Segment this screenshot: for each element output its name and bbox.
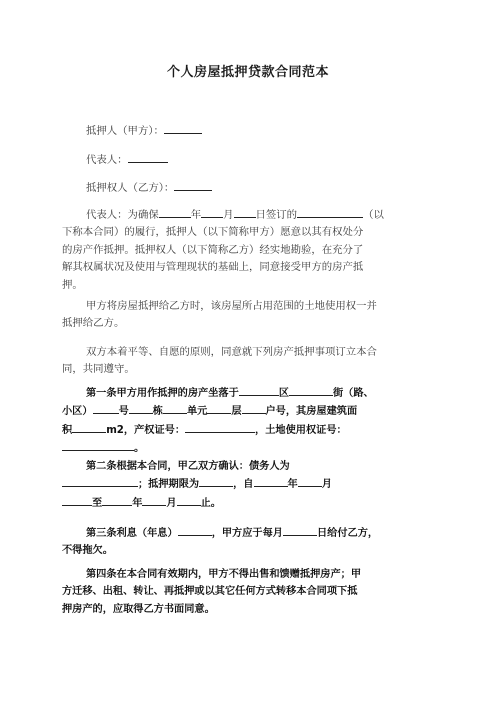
text: ，自 (233, 479, 254, 491)
blank (62, 475, 138, 487)
text: 年 (132, 497, 143, 509)
text-line: 下称本合同）的履行，抵押人（以下简称甲方）愿意以其有权处分 (62, 226, 364, 239)
article-2 (62, 458, 434, 512)
representative-line-1 (62, 151, 434, 169)
blank (289, 384, 333, 396)
text: 层 (231, 406, 242, 418)
blank (142, 494, 166, 506)
text: 月 (223, 209, 234, 221)
article-1 (62, 384, 434, 458)
text: 月 (166, 497, 177, 509)
text-line: 不得拖欠。 (62, 545, 113, 557)
page-title: 个人房屋抵押贷款合同范本 (166, 65, 329, 80)
representative-label: 代表人： (86, 154, 128, 166)
text-line: 解其权属状况及使用与管理现状的基础上，同意接受甲方的房产抵 (62, 261, 364, 274)
text: 代表人：为确保 (86, 209, 159, 221)
text: 止。 (200, 497, 221, 509)
article-4 (62, 566, 434, 618)
blank (254, 475, 288, 487)
text: 户号，其房屋建筑面 (265, 406, 358, 418)
text-line: 双方本着平等、自愿的原则，同意就下列房产抵押事项订立本合 (86, 346, 377, 358)
text: 月 (321, 479, 332, 491)
blank (201, 206, 223, 218)
text: ，甲方应于每月 (211, 528, 283, 539)
article-3 (62, 524, 434, 560)
text: 街（路、 (333, 388, 374, 399)
text: 小区） (62, 406, 93, 418)
blank (62, 439, 134, 451)
text: 日给付乙方， (317, 528, 379, 539)
blank (199, 475, 233, 487)
blank (177, 494, 201, 506)
blank (239, 384, 279, 396)
blank (62, 494, 92, 506)
paragraph-purpose (62, 206, 434, 294)
text: ；抵押期限为 (138, 479, 200, 491)
mortgagor-line (62, 122, 434, 140)
blank (72, 421, 106, 433)
blank (164, 122, 202, 134)
mortgagor-label: 抵押人（甲方）： (86, 125, 164, 137)
blank (298, 475, 322, 487)
text: 单元 (186, 406, 208, 418)
text: 区 (278, 388, 289, 399)
mortgagee-label: 抵押权人（乙方）： (86, 182, 175, 194)
text-line: 的房产作抵押。抵押权人（以下简称乙方）经实地勘验，在充分了 (62, 243, 364, 256)
text: 第三条利息（年息） (86, 528, 178, 539)
text: ，土地使用权证号： (255, 424, 347, 436)
text-line: 押。 (62, 278, 83, 291)
text-line: 方迁移、出租、转让、再抵押或以其它任何方式转移本合同项下抵 (62, 586, 358, 598)
blank (242, 402, 266, 414)
paragraph-land-use (62, 298, 434, 333)
text-line: 第二条根据本合同，甲乙双方确认：债务人为 (86, 461, 290, 472)
paragraph-principle (62, 344, 434, 379)
text: 号 (118, 406, 129, 418)
blank (283, 524, 317, 536)
blank (297, 206, 363, 218)
text-line: 同，共同遵守。 (62, 363, 135, 376)
blank (129, 402, 153, 414)
blank (178, 524, 212, 536)
blank (174, 179, 212, 191)
blank (159, 206, 191, 218)
text: 积 (62, 424, 73, 436)
text: m2，产权证号： (106, 424, 186, 436)
text-line: 抵押给乙方。 (62, 317, 125, 330)
mortgagee-line (62, 179, 434, 197)
blank (234, 206, 256, 218)
text: 。 (134, 443, 145, 455)
blank (128, 151, 168, 163)
blank (102, 494, 132, 506)
text: 第一条甲方用作抵押的房产坐落于 (86, 388, 239, 399)
text-line: 第四条在本合同有效期内，甲方不得出售和馈赠抵押房产；甲 (86, 569, 362, 580)
text: 年 (190, 209, 202, 221)
blank (93, 402, 119, 414)
text-line: 押房产的，应取得乙方书面同意。 (62, 603, 215, 615)
blank (207, 402, 231, 414)
text-line: 甲方将房屋抵押给乙方时，该房屋所占用范围的土地使用权一并 (86, 300, 377, 312)
text: 至 (92, 497, 103, 509)
text: （以 (363, 209, 384, 221)
text: 栋 (152, 406, 163, 418)
blank (163, 402, 187, 414)
blank (185, 421, 255, 433)
text: 年 (287, 479, 298, 491)
text: 日签订的 (255, 209, 298, 221)
